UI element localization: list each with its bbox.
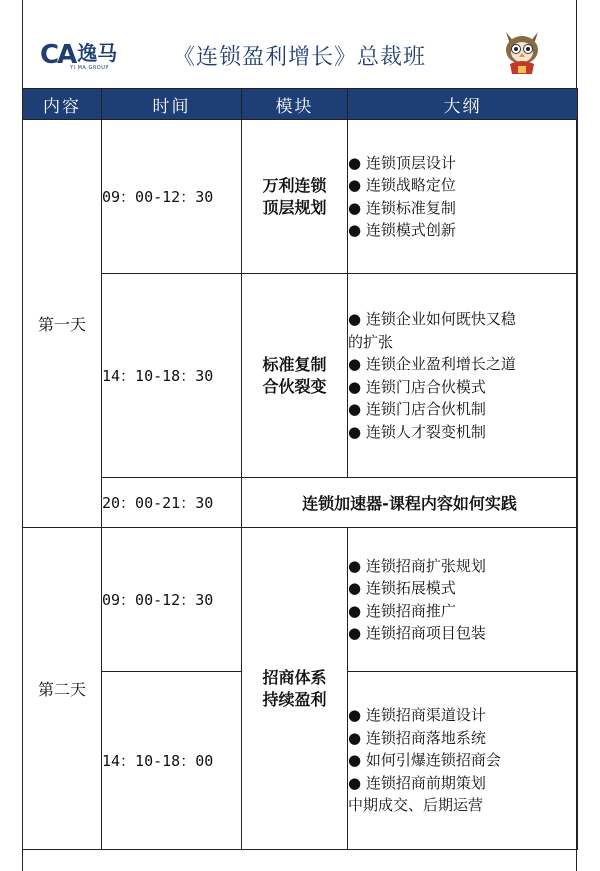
header-module: 模块 [242, 89, 348, 120]
module-line: 标准复制 [262, 354, 327, 374]
outline-item: ● 连锁招商扩张规划 [348, 556, 486, 575]
day2-s2-time: 14：10-18：00 [102, 672, 242, 850]
day2-label: 第二天 [23, 528, 102, 850]
day1-s3-time: 20：00-21：30 [102, 478, 242, 528]
day2-s1-time: 09：00-12：30 [102, 528, 242, 672]
module-line: 顶层规划 [262, 197, 327, 217]
outline-item: ● 连锁标准复制 [348, 198, 456, 217]
day1-s2-module [242, 274, 348, 478]
logo-mark: CA [40, 40, 76, 70]
table-row [23, 120, 578, 274]
outline-item: ● 连锁企业如何既快又稳 [348, 310, 516, 328]
mascot-owl-icon [500, 28, 544, 78]
outline-item: ● 连锁顶层设计 [348, 153, 456, 172]
footer-divider [22, 849, 577, 850]
logo-name: 逸马 [77, 41, 118, 65]
outline-item: ● 连锁门店合伙模式 [348, 377, 486, 396]
outline-item: ● 连锁战略定位 [348, 176, 456, 194]
logo-subtitle: YI MA GROUP [70, 65, 109, 71]
outline-item: ● 连锁招商推广 [348, 601, 456, 620]
module-line: 持续盈利 [262, 689, 327, 709]
header-content: 内容 [23, 89, 102, 120]
day1-s2-time: 14：10-18：30 [102, 274, 242, 478]
day1-s3-topic: 连锁加速器-课程内容如何实践 [242, 478, 578, 528]
day2-s1-outline [348, 528, 578, 672]
day1-s2-outline [348, 274, 578, 478]
table-row [23, 478, 578, 528]
module-line: 万利连锁 [262, 175, 327, 195]
schedule-table [22, 88, 578, 850]
outline-item: 的扩张 [348, 332, 394, 351]
day1-s1-outline [348, 120, 578, 274]
header [22, 22, 577, 88]
outline-item: ● 连锁招商渠道设计 [348, 706, 486, 725]
outline-item: ● 连锁招商项目包装 [348, 624, 486, 642]
outline-item: ● 连锁拓展模式 [348, 579, 456, 597]
day1-s1-module [242, 120, 348, 274]
day1-s1-time: 09：00-12：30 [102, 120, 242, 274]
page-title: 《连锁盈利增长》总裁班 [172, 45, 426, 70]
module-line: 合伙裂变 [262, 376, 327, 396]
outline-item: 中期成交、后期运营 [348, 796, 484, 815]
outline-item: ● 连锁人才裂变机制 [348, 422, 486, 441]
table-row [23, 274, 578, 478]
day2-module [242, 528, 348, 850]
module-line: 招商体系 [262, 667, 327, 687]
day1-label: 第一天 [23, 120, 102, 528]
outline-item: ● 连锁招商前期策划 [348, 773, 486, 792]
outline-item: ● 连锁门店合伙机制 [348, 400, 486, 418]
table-row [23, 528, 578, 672]
outline-item: ● 连锁企业盈利增长之道 [348, 355, 516, 373]
header-outline: 大纲 [348, 89, 578, 120]
day2-s2-outline [348, 672, 578, 850]
outline-item: ● 如何引爆连锁招商会 [348, 751, 501, 770]
table-header-row [23, 89, 578, 120]
outline-item: ● 连锁招商落地系统 [348, 728, 486, 747]
outline-item: ● 连锁模式创新 [348, 221, 456, 239]
header-time: 时间 [102, 89, 242, 120]
